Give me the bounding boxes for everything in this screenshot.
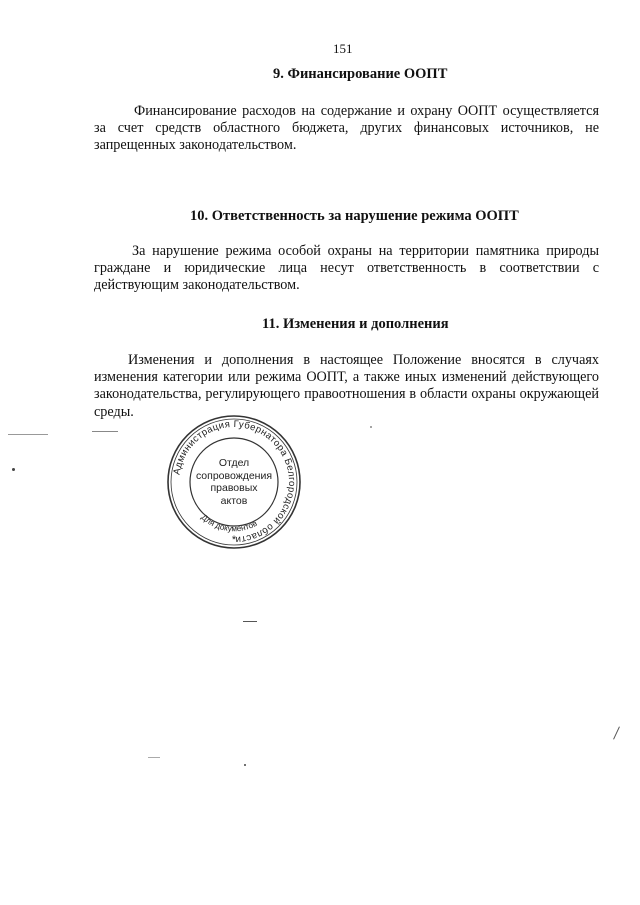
scan-artifact (370, 426, 372, 428)
section-11-text: Изменения и дополнения в настоящее Положение вносятся в случаях изменения категории или режима ООПТ, а также иных изменений действующего законодательства, регулирующего правоотношения в области охраны окружающей среды. (94, 352, 599, 420)
stamp-ring-text: Администрация Губернатора Белгородской области (171, 418, 298, 546)
scan-artifact (613, 726, 620, 739)
official-stamp (165, 413, 303, 551)
stamp-line: актов (220, 494, 248, 507)
stamp-line: Отдел (218, 457, 250, 469)
scan-artifact (92, 431, 118, 432)
section-11-heading: 11. Изменения и дополнения (262, 316, 449, 332)
stamp-star: * (231, 534, 237, 546)
section-10-heading: 10. Ответственность за нарушение режима ООПТ (190, 208, 519, 224)
scan-artifact (8, 434, 48, 435)
stamp-line: правовых (210, 482, 258, 494)
section-9-heading: 9. Финансирование ООПТ (273, 66, 448, 82)
page-number: 151 (333, 41, 353, 56)
scan-artifact (12, 468, 15, 471)
scan-artifact (148, 757, 160, 758)
section-10-text: За нарушение режима особой охраны на территории памятника природы граждане и юридические лица несут ответственность в соответствии с действующим законодательством. (94, 243, 599, 294)
scan-artifact (244, 764, 246, 766)
stamp-bottom-text: Для документов (199, 512, 259, 534)
scan-artifact (243, 621, 257, 622)
section-9-text: Финансирование расходов на содержание и охрану ООПТ осуществляется за счет средств областного бюджета, других финансовых источников, не запрещенных законодательством. (94, 103, 599, 154)
stamp-line: сопровождения (195, 469, 273, 482)
stamp-center-text (165, 413, 303, 551)
